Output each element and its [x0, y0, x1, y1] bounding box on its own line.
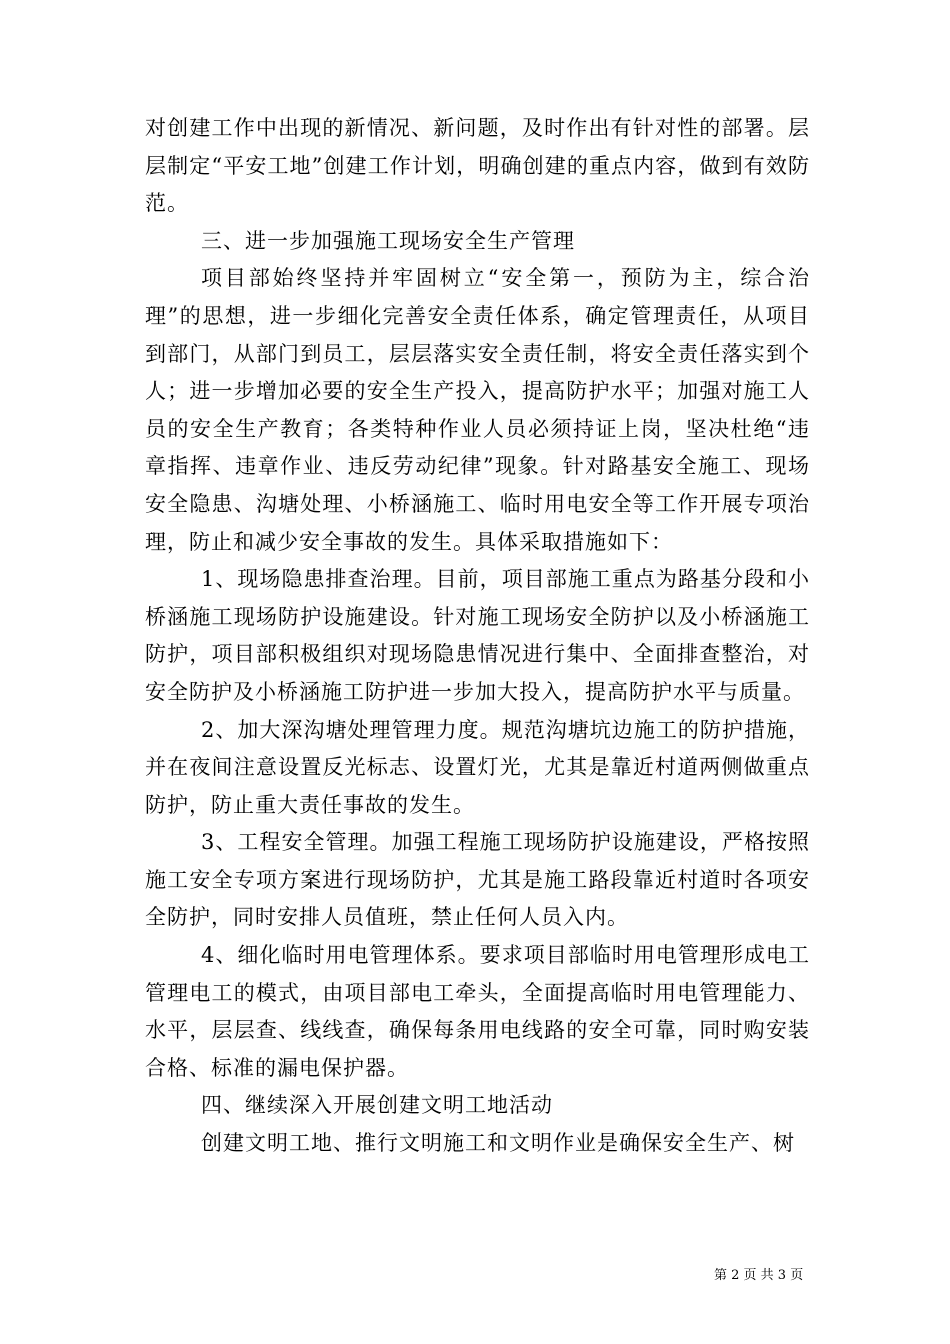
- paragraph-continued: 对创建工作中出现的新情况、新问题，及时作出有针对性的部署。层层制定“平安工地”创建工作计划，明确创建的重点内容，做到有效防范。: [145, 116, 810, 216]
- paragraph-measure-4: 4、细化临时用电管理体系。要求项目部临时用电管理形成电工管理电工的模式，由项目部电工牵头，全面提高临时用电管理能力、水平，层层查、线线查，确保每条用电线路的安全可靠，同时购安装合格、标准的漏电保护器。: [145, 943, 810, 1080]
- paragraph-measure-1: 1、现场隐患排查治理。目前，项目部施工重点为路基分段和小桥涵施工现场防护设施建设。针对施工现场安全防护以及小桥涵施工防护，项目部积极组织对现场隐患情况进行集中、全面排查整治，对安全防护及小桥涵施工防护进一步加大投入，提高防护水平与质量。: [145, 567, 810, 704]
- paragraph-measure-2: 2、加大深沟塘处理管理力度。规范沟塘坑边施工的防护措施，并在夜间注意设置反光标志、设置灯光，尤其是靠近村道两侧做重点防护，防止重大责任事故的发生。: [145, 717, 810, 817]
- paragraph-safety-management: 项目部始终坚持并牢固树立“安全第一，预防为主，综合治理”的思想，进一步细化完善安全责任体系，确定管理责任，从项目到部门，从部门到员工，层层落实安全责任制，将安全责任落实到个人；进一步增加必要的安全生产投入，提高防护水平；加强对施工人员的安全生产教育；各类特种作业人员必须持证上岗，坚决杜绝“违章指挥、违章作业、违反劳动纪律”现象。针对路基安全施工、现场安全隐患、沟塘处理、小桥涵施工、临时用电安全等工作开展专项治理，防止和减少安全事故的发生。具体采取措施如下：: [145, 266, 810, 554]
- paragraph-measure-3: 3、工程安全管理。加强工程施工现场防护设施建设，严格按照施工安全专项方案进行现场防护，尤其是施工路段靠近村道时各项安全防护，同时安排人员值班，禁止任何人员入内。: [145, 830, 810, 930]
- section-heading-3: 三、进一步加强施工现场安全生产管理: [201, 228, 575, 253]
- document-body: [145, 110, 810, 1163]
- page-number-footer: 第 2 页 共 3 页: [714, 1268, 804, 1283]
- section-heading-4: 四、继续深入开展创建文明工地活动: [201, 1093, 553, 1118]
- paragraph-civilized-site: 创建文明工地、推行文明施工和文明作业是确保安全生产、树: [201, 1131, 795, 1156]
